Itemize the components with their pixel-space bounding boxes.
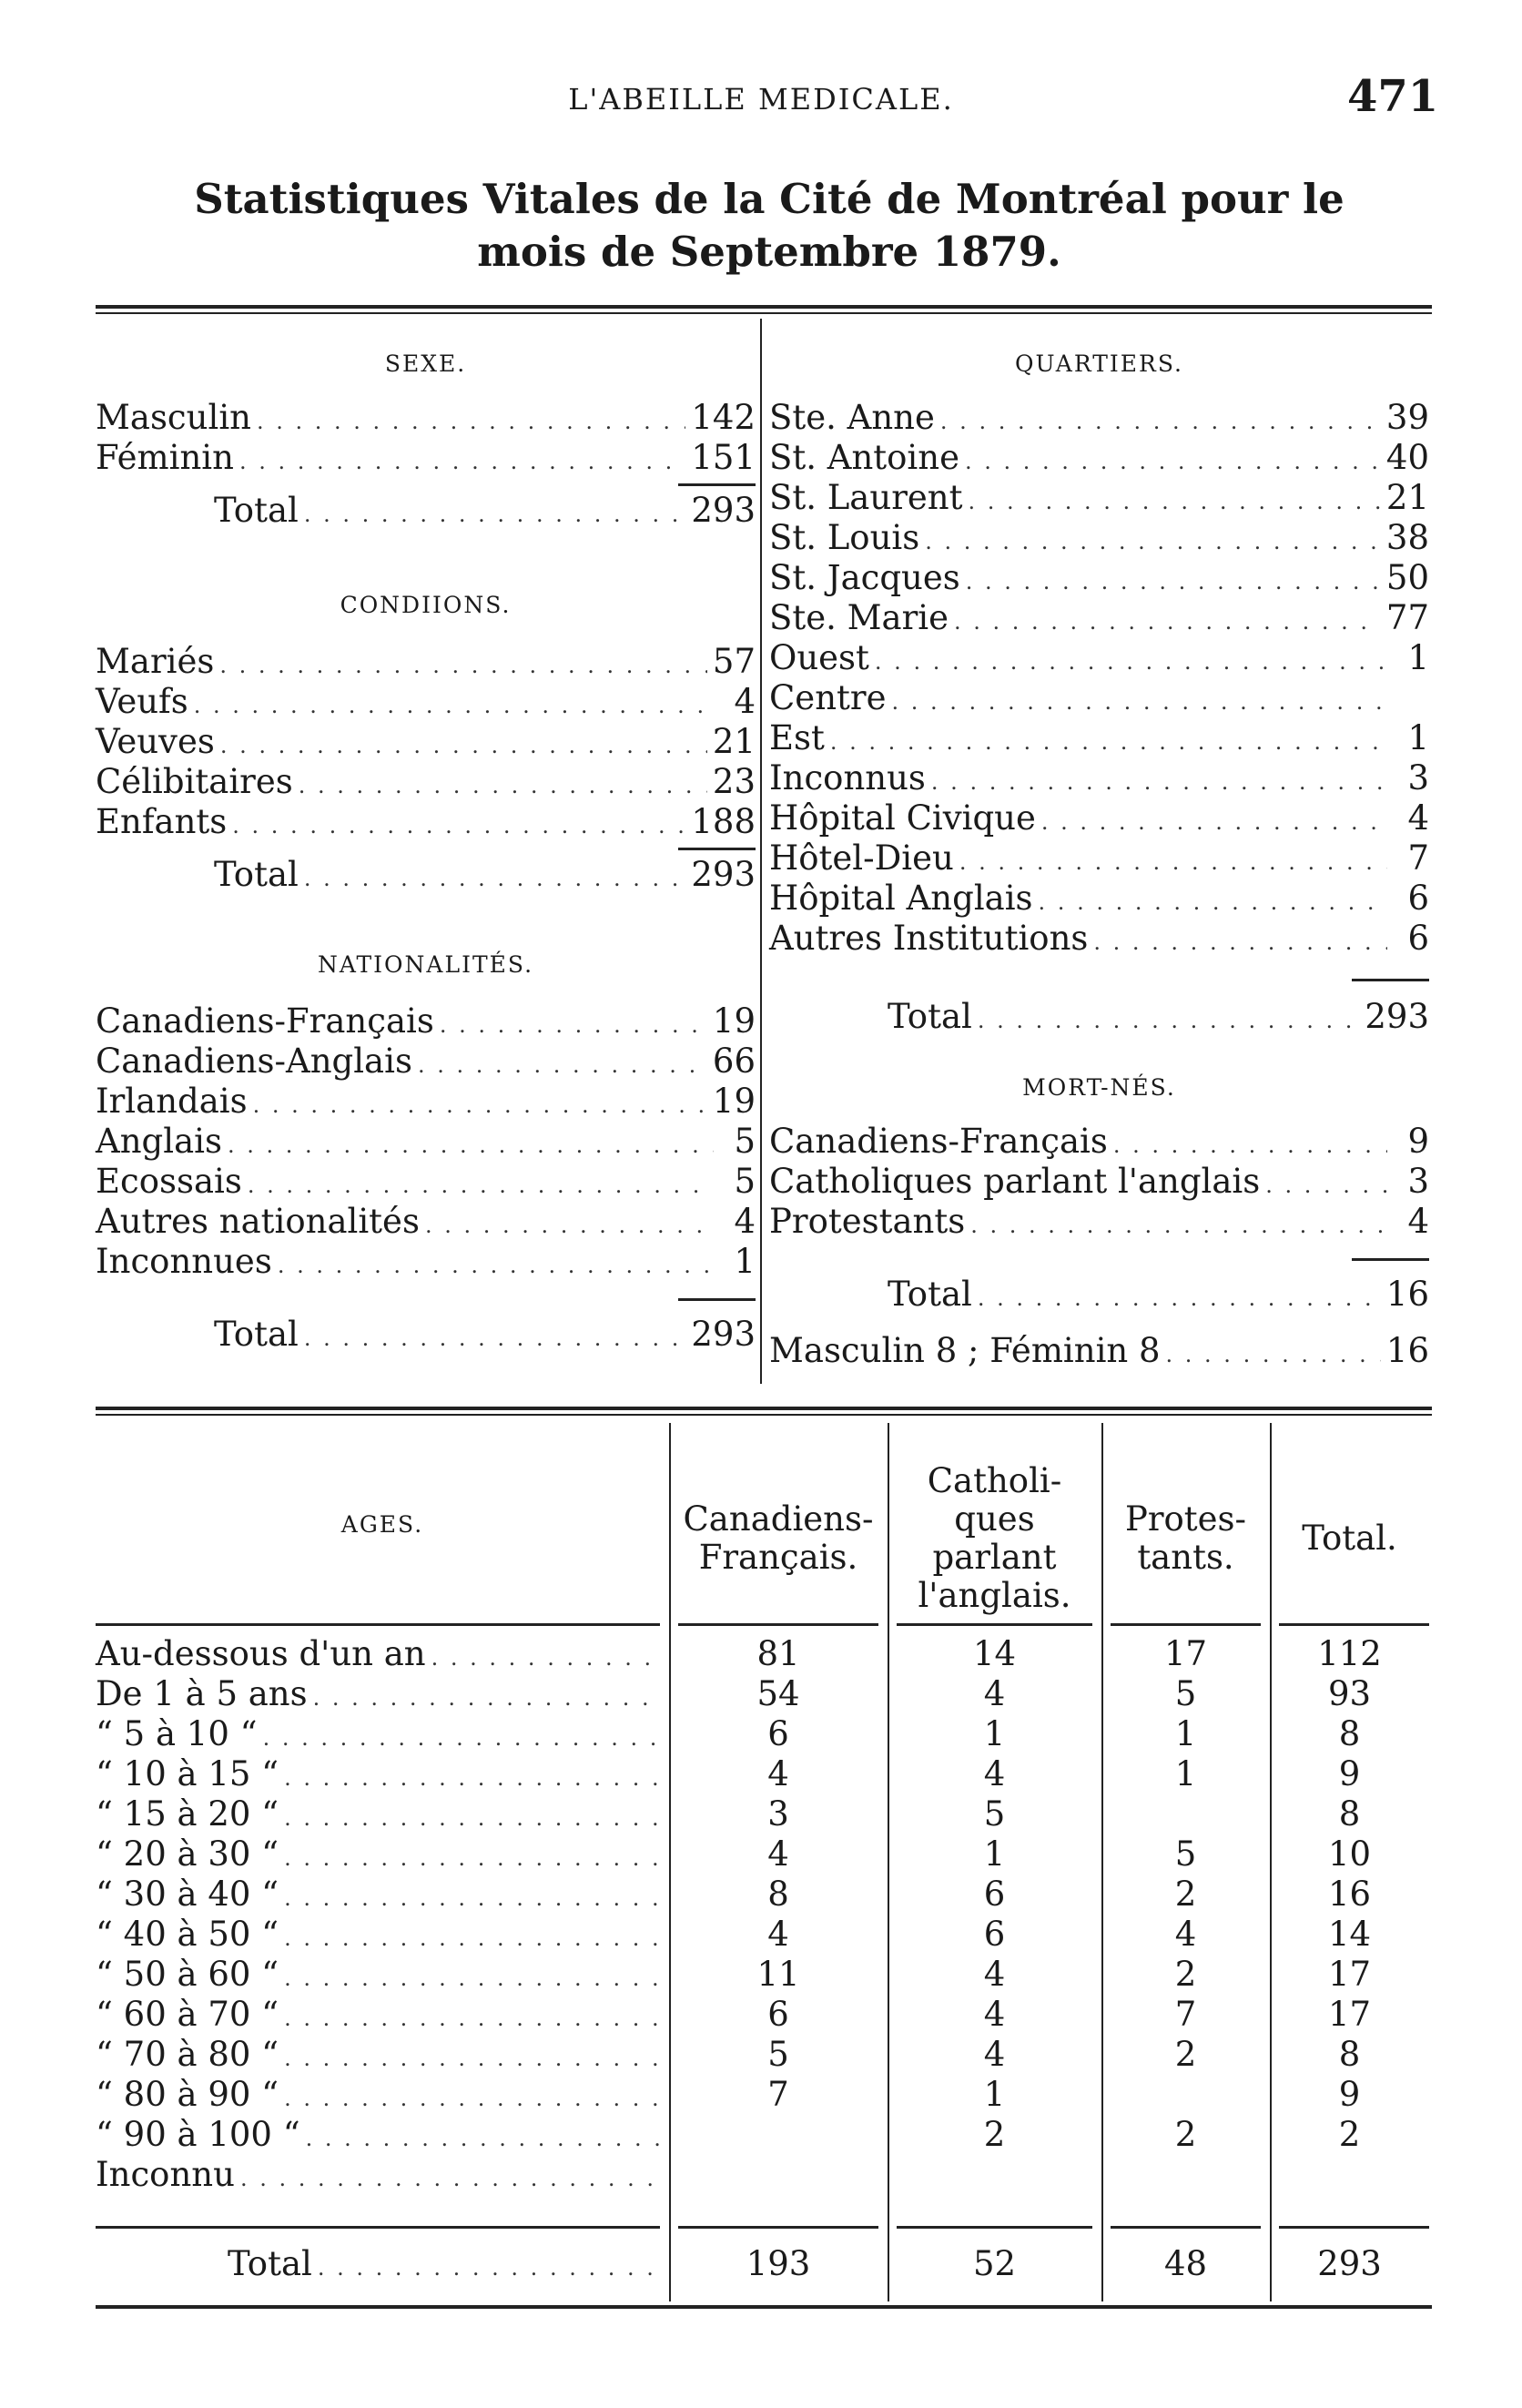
ages-row-label (96, 1995, 665, 2035)
quartiers-row (769, 879, 1429, 919)
ages-row-label (96, 1634, 665, 1674)
nationalites-row-leader (425, 1205, 714, 1245)
quartiers-row (769, 558, 1429, 598)
ages-cell: 4 (767, 1915, 789, 1954)
ages-row-leader (284, 1878, 659, 1918)
sexe-row-label: Féminin (96, 438, 234, 477)
conditions-sum-rule (678, 848, 756, 850)
sexe-row (96, 438, 756, 478)
ages-row-leader (284, 2038, 659, 2078)
conditions-row-leader (299, 766, 707, 806)
sexe-row (96, 398, 756, 438)
quartiers-row-value: 1 (1407, 638, 1429, 677)
ages-total-cell: 293 (1317, 2244, 1382, 2283)
quartiers-row-leader (830, 722, 1387, 762)
conditions-row-label: Veufs (96, 682, 188, 721)
ages-cell: 1 (983, 1714, 1006, 1753)
ages-cell: 10 (1327, 1834, 1372, 1874)
quartiers-total-leader (978, 1001, 1360, 1041)
quartiers-row-leader (925, 522, 1381, 562)
nationalites-row-label: Anglais (96, 1122, 222, 1161)
ages-row-leader (284, 1798, 659, 1838)
ages-col-header-line: tants. (1137, 1538, 1234, 1577)
page-number: 471 (1347, 71, 1439, 122)
mortnes-total-value: 16 (1385, 1275, 1429, 1314)
ages-row-leader (284, 1918, 659, 1958)
ages-row-label-text: “ 80 à 90 “ (96, 2075, 279, 2114)
ages-cell: 2 (983, 2115, 1006, 2154)
ages-col-header (669, 1500, 888, 1577)
nationalites-row (96, 1242, 756, 1282)
quartiers-row-leader (875, 642, 1387, 682)
nationalites-total (214, 1315, 756, 1355)
quartiers-row (769, 718, 1429, 758)
ages-row-label-text: De 1 à 5 ans (96, 1674, 308, 1713)
quartiers-row-value: 21 (1385, 478, 1429, 517)
ages-cell: 81 (756, 1634, 800, 1673)
quartiers-row-value: 39 (1385, 398, 1429, 437)
sexe-row-label: Masculin (96, 398, 251, 437)
ages-cell: 1 (1174, 1714, 1197, 1753)
nationalites-row-label: Autres nationalités (96, 1202, 420, 1241)
ages-total-label-text: Total (228, 2244, 312, 2283)
ages-col-header-line: Canadiens- (683, 1499, 874, 1539)
ages-header-rule (897, 1623, 1092, 1626)
ages-cell: 5 (1174, 1674, 1197, 1713)
nationalites-row-leader (440, 1005, 707, 1045)
ages-row-label (96, 1915, 665, 1955)
quartiers-row-value: 40 (1385, 438, 1429, 477)
ages-cell: 4 (767, 1754, 789, 1793)
nationalites-row-value: 66 (712, 1041, 756, 1081)
ages-cell: 1 (983, 2075, 1006, 2114)
nationalites-heading: NATIONALITÉS. (317, 951, 534, 978)
ages-total-label (228, 2244, 665, 2284)
ages-cell: 2 (1174, 1875, 1197, 1914)
mortnes-row-leader (1265, 1165, 1387, 1205)
ages-cell: 6 (767, 1714, 789, 1753)
nationalites-row-value: 1 (734, 1242, 756, 1281)
quartiers-row-label: Hôtel-Dieu (769, 838, 954, 878)
page-title (137, 173, 1402, 279)
quartiers-row (769, 438, 1429, 478)
quartiers-row-label: Est (769, 718, 825, 757)
conditions-heading: CONDIIONS. (340, 592, 512, 618)
quartiers-row-value: 50 (1385, 558, 1429, 597)
ages-row-leader (284, 1998, 659, 2038)
quartiers-row-label: Autres Institutions (769, 919, 1089, 958)
quartiers-row-label: St. Jacques (769, 558, 960, 597)
quartiers-row-leader (1041, 802, 1387, 842)
ages-cell: 9 (1338, 2075, 1361, 2114)
ages-row-label (96, 1674, 665, 1714)
ages-header-rule (1279, 1623, 1429, 1626)
mortnes-row-value: 4 (1407, 1202, 1429, 1241)
sexe-sum-rule (678, 483, 756, 486)
ages-row-label-text: “ 50 à 60 “ (96, 1955, 279, 1994)
nationalites-row-label: Ecossais (96, 1162, 242, 1201)
mortnes-sum-rule (1352, 1258, 1429, 1261)
ages-row-leader (284, 1958, 659, 1998)
nationalites-row-leader (253, 1085, 707, 1125)
quartiers-row (769, 478, 1429, 518)
ages-row-label-text: “ 60 à 70 “ (96, 1995, 279, 2034)
quartiers-total-label: Total (888, 997, 972, 1036)
sexe-row-leader (257, 401, 685, 442)
quartiers-row-value: 4 (1407, 798, 1429, 838)
mid-rule-thin (96, 1414, 1432, 1416)
conditions-total-value: 293 (691, 855, 756, 894)
ages-row-leader (284, 2078, 659, 2118)
nationalites-row-value: 19 (712, 1082, 756, 1121)
ages-total-rule (96, 2226, 660, 2229)
conditions-row-leader (220, 726, 707, 766)
quartiers-row (769, 758, 1429, 798)
ages-cell: 4 (983, 1955, 1006, 1994)
quartiers-heading: QUARTIERS. (1014, 351, 1184, 377)
ages-cell: 5 (1174, 1834, 1197, 1874)
nationalites-row-value: 4 (734, 1202, 756, 1241)
quartiers-row-leader (965, 442, 1381, 482)
top-rule (96, 305, 1432, 309)
nationalites-row (96, 1001, 756, 1041)
ages-header-rule (1111, 1623, 1261, 1626)
ages-col-header-line: Français. (698, 1538, 858, 1577)
quartiers-row (769, 518, 1429, 558)
ages-row-leader (284, 1758, 659, 1798)
quartiers-row (769, 398, 1429, 438)
conditions-row-label: Veuves (96, 722, 215, 761)
nationalites-sum-rule (678, 1298, 756, 1301)
quartiers-row-leader (892, 682, 1388, 722)
ages-cell: 4 (1174, 1915, 1197, 1954)
ages-row-label (96, 1834, 665, 1875)
sexe-row-value: 151 (691, 438, 756, 477)
ages-cell: 2 (1174, 1955, 1197, 1994)
sexe-total-leader (304, 494, 686, 534)
ages-col-header-line: parlant (932, 1538, 1057, 1577)
ages-row-leader (284, 1838, 659, 1878)
quartiers-row (769, 598, 1429, 638)
column-divider (760, 319, 762, 1384)
quartiers-sum-rule (1352, 979, 1429, 981)
quartiers-row (769, 838, 1429, 879)
ages-row-label-text: Au-dessous d'un an (96, 1634, 426, 1673)
nationalites-row-leader (418, 1045, 707, 1085)
quartiers-row-value: 6 (1407, 919, 1429, 958)
ages-cell: 1 (1174, 1754, 1197, 1793)
mortnes-sex-row (769, 1331, 1429, 1371)
ages-row-leader (263, 1718, 659, 1758)
ages-total-cell: 48 (1163, 2244, 1208, 2283)
mortnes-row-label: Catholiques parlant l'anglais (769, 1162, 1261, 1201)
ages-row-label (96, 1875, 665, 1915)
ages-cell: 8 (1338, 1794, 1361, 1834)
mortnes-row-label: Protestants (769, 1202, 966, 1241)
ages-cell: 2 (1338, 2115, 1361, 2154)
ages-cell: 2 (1174, 2115, 1197, 2154)
ages-row-label (96, 1754, 665, 1794)
mortnes-total-label: Total (888, 1275, 972, 1314)
ages-cell: 4 (983, 2035, 1006, 2074)
ages-cell: 4 (983, 1674, 1006, 1713)
nationalites-row-leader (248, 1165, 714, 1205)
ages-header-rule (96, 1623, 660, 1626)
quartiers-total-value: 293 (1365, 997, 1429, 1036)
ages-row-label-text: “ 20 à 30 “ (96, 1834, 279, 1874)
ages-col-header (888, 1462, 1101, 1615)
ages-col-header-line: Protes- (1124, 1499, 1247, 1539)
ages-cell: 7 (767, 2075, 789, 2114)
ages-row-leader (313, 1678, 659, 1718)
bottom-rule (96, 2305, 1432, 2309)
mortnes-row-leader (970, 1205, 1387, 1245)
ages-row-label (96, 2035, 665, 2075)
quartiers-row-value: 1 (1407, 718, 1429, 757)
ages-col-header-line: Total. (1302, 1519, 1397, 1558)
ages-cell: 11 (756, 1955, 800, 1994)
quartiers-row (769, 678, 1429, 718)
conditions-row-label: Mariés (96, 642, 215, 681)
ages-cell: 8 (767, 1875, 789, 1914)
title-line-2: mois de Septembre 1879. (477, 228, 1061, 276)
ages-cell: 93 (1327, 1674, 1372, 1713)
ages-cell: 16 (1327, 1875, 1372, 1914)
sexe-total (214, 491, 756, 531)
conditions-total-label: Total (214, 855, 299, 894)
mortnes-total (888, 1275, 1429, 1315)
ages-total-cell: 193 (746, 2244, 811, 2283)
ages-cell: 8 (1338, 1714, 1361, 1753)
mortnes-row-leader (1113, 1125, 1387, 1165)
ages-heading: AGES. (340, 1511, 424, 1538)
nationalites-row (96, 1162, 756, 1202)
sexe-total-value: 293 (691, 491, 756, 530)
nationalites-row-leader (228, 1125, 714, 1165)
ages-row-label-text: “ 15 à 20 “ (96, 1794, 279, 1834)
ages-cell: 8 (1338, 2035, 1361, 2074)
ages-total-rule (1279, 2226, 1429, 2229)
conditions-row-value: 57 (712, 642, 756, 681)
quartiers-row-leader (966, 562, 1381, 602)
conditions-row (96, 722, 756, 762)
ages-row-label-text: “ 10 à 15 “ (96, 1754, 279, 1793)
nationalites-row-label: Irlandais (96, 1082, 248, 1121)
ages-cell: 2 (1174, 2035, 1197, 2074)
ages-cell: 6 (983, 1875, 1006, 1914)
ages-row-label (96, 1955, 665, 1995)
ages-cell: 14 (972, 1634, 1017, 1673)
conditions-row-label: Enfants (96, 802, 228, 841)
quartiers-row-label: St. Laurent (769, 478, 963, 517)
nationalites-row (96, 1202, 756, 1242)
title-line-1: Statistiques Vitales de la Cité de Montréal pour le (194, 175, 1344, 223)
ages-cell: 1 (983, 1834, 1006, 1874)
ages-header-rule (678, 1623, 878, 1626)
ages-row-label (96, 1794, 665, 1834)
ages-cell: 5 (767, 2035, 789, 2074)
nationalites-row (96, 1122, 756, 1162)
quartiers-row-label: Ste. Anne (769, 398, 935, 437)
ages-total-rule (678, 2226, 878, 2229)
quartiers-row (769, 798, 1429, 838)
ages-col-header (1270, 1519, 1429, 1558)
conditions-row-label: Célibitaires (96, 762, 293, 801)
nationalites-row-value: 19 (712, 1001, 756, 1041)
mortnes-row-value: 3 (1407, 1162, 1429, 1201)
mortnes-row (769, 1202, 1429, 1242)
quartiers-row-label: Centre (769, 678, 887, 717)
ages-cell: 17 (1327, 1995, 1372, 2034)
ages-row-label-text: Inconnu (96, 2155, 235, 2194)
ages-cell: 3 (767, 1794, 789, 1834)
top-rule-thin (96, 312, 1432, 314)
ages-row-label (96, 1714, 665, 1754)
conditions-row (96, 642, 756, 682)
nationalites-row-value: 5 (734, 1122, 756, 1161)
mortnes-sex-row-label: Masculin 8 ; Féminin 8 (769, 1331, 1161, 1370)
ages-cell: 5 (983, 1794, 1006, 1834)
conditions-row-value: 21 (712, 722, 756, 761)
ages-row-label-text: “ 90 à 100 “ (96, 2115, 300, 2154)
ages-total-cell: 52 (972, 2244, 1017, 2283)
mortnes-heading: MORT-NÉS. (1022, 1074, 1176, 1101)
quartiers-row-value: 6 (1407, 879, 1429, 918)
ages-row-label (96, 2115, 665, 2155)
conditions-row-leader (219, 645, 707, 686)
quartiers-row-value: 3 (1407, 758, 1429, 798)
conditions-row-value: 188 (691, 802, 756, 841)
sexe-row-value: 142 (691, 398, 756, 437)
conditions-row-value: 23 (712, 762, 756, 801)
quartiers-row-value: 38 (1385, 518, 1429, 557)
quartiers-row-label: Hôpital Civique (769, 798, 1036, 838)
ages-cell: 4 (983, 1995, 1006, 2034)
quartiers-row (769, 638, 1429, 678)
ages-total-rule (1111, 2226, 1261, 2229)
ages-col-header-line: ques (954, 1499, 1035, 1539)
mortnes-sex-row-value: 16 (1385, 1331, 1429, 1370)
nationalites-row-label: Canadiens-Anglais (96, 1041, 412, 1081)
quartiers-row-label: Ouest (769, 638, 869, 677)
nationalites-row-label: Inconnues (96, 1242, 272, 1281)
ages-col-header-line: Catholi- (927, 1461, 1062, 1500)
quartiers-row-value: 7 (1407, 838, 1429, 878)
quartiers-row-leader (1039, 882, 1387, 922)
ages-cell: 7 (1174, 1995, 1197, 2034)
ages-row-label-text: “ 30 à 40 “ (96, 1875, 279, 1914)
nationalites-total-value: 293 (691, 1315, 756, 1354)
ages-row-leader (306, 2118, 659, 2159)
quartiers-total (888, 997, 1429, 1037)
mortnes-row (769, 1122, 1429, 1162)
nationalites-total-leader (304, 1318, 686, 1358)
ages-cell: 4 (983, 1754, 1006, 1793)
nationalites-row (96, 1082, 756, 1122)
ages-cell: 17 (1163, 1634, 1208, 1673)
ages-col-header-line: l'anglais. (918, 1576, 1071, 1615)
sexe-total-label: Total (214, 491, 299, 530)
nationalites-row (96, 1041, 756, 1082)
conditions-row-value: 4 (734, 682, 756, 721)
ages-row-label-text: “ 5 à 10 “ (96, 1714, 258, 1753)
mortnes-row-label: Canadiens-Français (769, 1122, 1108, 1161)
quartiers-row-leader (1093, 922, 1387, 962)
mortnes-sex-row-leader (1166, 1335, 1381, 1375)
ages-row-label (96, 2075, 665, 2115)
ages-cell: 14 (1327, 1915, 1372, 1954)
ages-row-leader (431, 1638, 659, 1678)
running-title: L'ABEILLE MEDICALE. (568, 82, 954, 117)
conditions-total-leader (304, 859, 686, 899)
ages-cell: 4 (767, 1834, 789, 1874)
conditions-row (96, 802, 756, 842)
ages-row-leader (240, 2159, 659, 2199)
ages-cell: 54 (756, 1674, 800, 1713)
ages-row-label-text: “ 40 à 50 “ (96, 1915, 279, 1954)
ages-cell: 112 (1317, 1634, 1382, 1673)
quartiers-row-leader (931, 762, 1387, 802)
conditions-total (214, 855, 756, 895)
conditions-row-leader (232, 806, 685, 846)
conditions-row-leader (194, 686, 714, 726)
mid-rule (96, 1407, 1432, 1410)
ages-cell: 9 (1338, 1754, 1361, 1793)
mortnes-row (769, 1162, 1429, 1202)
quartiers-row-value: 77 (1385, 598, 1429, 637)
nationalites-total-label: Total (214, 1315, 299, 1354)
nationalites-row-value: 5 (734, 1162, 756, 1201)
quartiers-row-label: St. Antoine (769, 438, 959, 477)
ages-total-rule (897, 2226, 1092, 2229)
quartiers-row-leader (959, 842, 1387, 882)
sexe-row-leader (239, 442, 685, 482)
quartiers-row-label: Inconnus (769, 758, 926, 798)
ages-cell: 17 (1327, 1955, 1372, 1994)
ages-total-leader (318, 2248, 659, 2288)
conditions-row (96, 682, 756, 722)
nationalites-row-label: Canadiens-Français (96, 1001, 434, 1041)
ages-row-label (96, 2155, 665, 2195)
quartiers-row (769, 919, 1429, 959)
ages-cell: 6 (983, 1915, 1006, 1954)
nationalites-row-leader (278, 1245, 714, 1285)
ages-row-label-text: “ 70 à 80 “ (96, 2035, 279, 2074)
sexe-heading: SEXE. (384, 351, 467, 377)
mortnes-row-value: 9 (1407, 1122, 1429, 1161)
ages-cell: 6 (767, 1995, 789, 2034)
quartiers-row-leader (968, 482, 1380, 522)
quartiers-row-label: Hôpital Anglais (769, 879, 1033, 918)
quartiers-row-leader (940, 401, 1381, 442)
quartiers-row-label: Ste. Marie (769, 598, 949, 637)
conditions-row (96, 762, 756, 802)
mortnes-total-leader (978, 1278, 1381, 1318)
quartiers-row-leader (954, 602, 1381, 642)
quartiers-row-label: St. Louis (769, 518, 920, 557)
ages-col-header (1101, 1500, 1270, 1577)
